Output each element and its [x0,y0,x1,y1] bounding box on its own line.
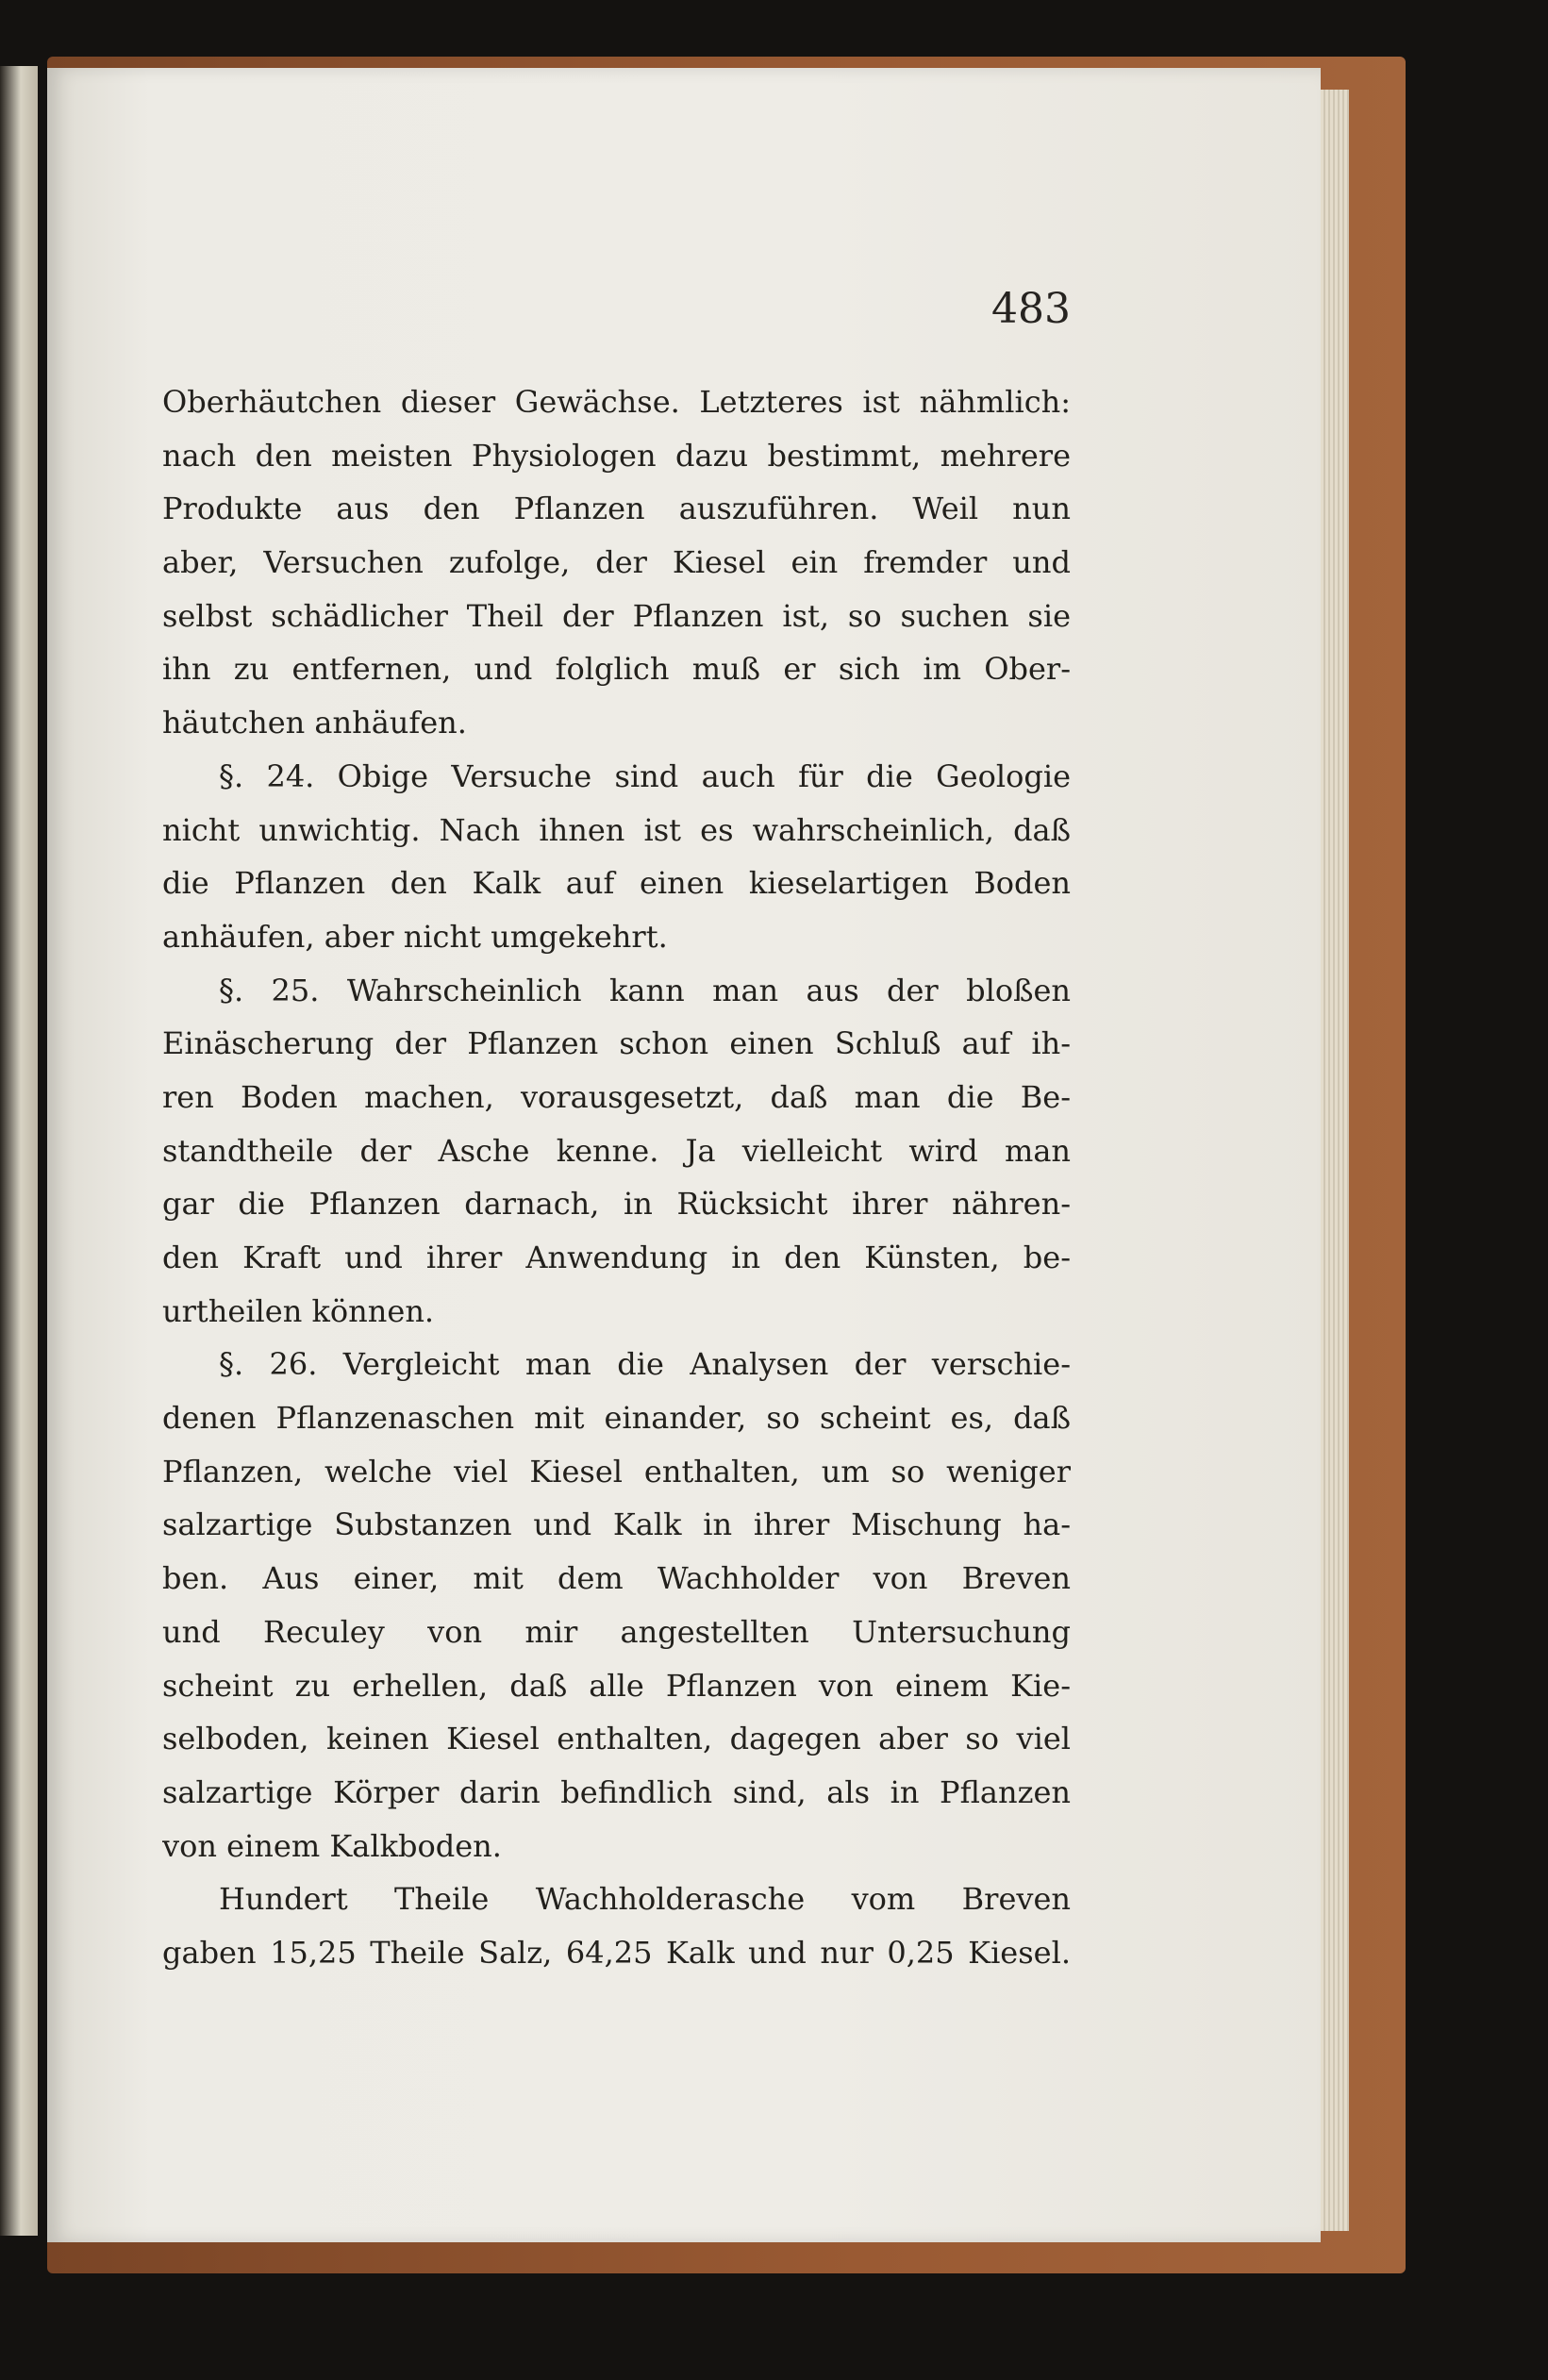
paragraph-start-line: §. 25. Wahrscheinlich kann man aus der bloßen [219,972,1071,1008]
text-line: häutchen anhäufen. [162,705,467,741]
page-number: 483 [991,285,1071,333]
text-line: standtheile der Asche kenne. Ja vielleicht wird man [162,1132,1071,1169]
text-line: aber, Versuchen zufolge, der Kiesel ein fremder und [162,544,1071,581]
text-line: urtheilen können. [162,1292,435,1329]
text-line: anhäufen, aber nicht umgekehrt. [162,918,668,955]
text-line: nach den meisten Physiologen dazu bestimmt, mehrere [162,437,1071,474]
text-line: Pflanzen, welche viel Kiesel enthalten, um so weniger [162,1453,1071,1490]
body-text [162,375,1071,1980]
text-line: gar die Pflanzen darnach, in Rücksicht ihrer nähren- [162,1186,1071,1223]
text-line: selbst schädlicher Theil der Pflanzen ist, so suchen sie [162,597,1071,634]
text-line: Produkte aus den Pflanzen auszuführen. Weil nun [162,491,1071,527]
text-line: denen Pflanzenaschen mit einander, so scheint es, daß [162,1400,1071,1437]
text-line: den Kraft und ihrer Anwendung in den Künsten, be- [162,1240,1071,1275]
text-line: Oberhäutchen dieser Gewächse. Letzteres ist nähmlich: [162,384,1071,420]
text-line: ben. Aus einer, mit dem Wachholder von Breven [162,1560,1071,1597]
paragraph-start-line: Hundert Theile Wachholderasche vom Breven [219,1881,1071,1918]
previous-page-edge [0,66,38,2236]
text-line: salzartige Körper darin befindlich sind, als in Pflanzen [162,1773,1071,1810]
text-line: selboden, keinen Kiesel enthalten, dagegen aber so viel [162,1721,1071,1757]
text-line: gaben 15,25 Theile Salz, 64,25 Kalk und nur 0,25 Kiesel. [162,1934,1071,1971]
text-line: die Pflanzen den Kalk auf einen kieselartigen Boden [162,865,1071,902]
text-line: von einem Kalkboden. [162,1827,502,1864]
text-line: Einäscherung der Pflanzen schon einen Schluß auf ih- [162,1025,1071,1062]
paragraph-start-line: §. 24. Obige Versuche sind auch für die Geologie [219,757,1071,794]
text-line: scheint zu erhellen, daß alle Pflanzen von einem Kie- [162,1667,1071,1704]
text-line: salzartige Substanzen und Kalk in ihrer Mischung ha- [162,1506,1071,1543]
text-line: und Reculey von mir angestellten Untersuchung [162,1613,1071,1650]
text-line: ihn zu entfernen, und folglich muß er sich im Ober- [162,651,1071,688]
paragraph-start-line: §. 26. Vergleicht man die Analysen der verschie- [219,1346,1071,1383]
text-line: nicht unwichtig. Nach ihnen ist es wahrscheinlich, daß [162,811,1071,848]
text-line: ren Boden machen, vorausgesetzt, daß man die Be- [162,1078,1071,1115]
